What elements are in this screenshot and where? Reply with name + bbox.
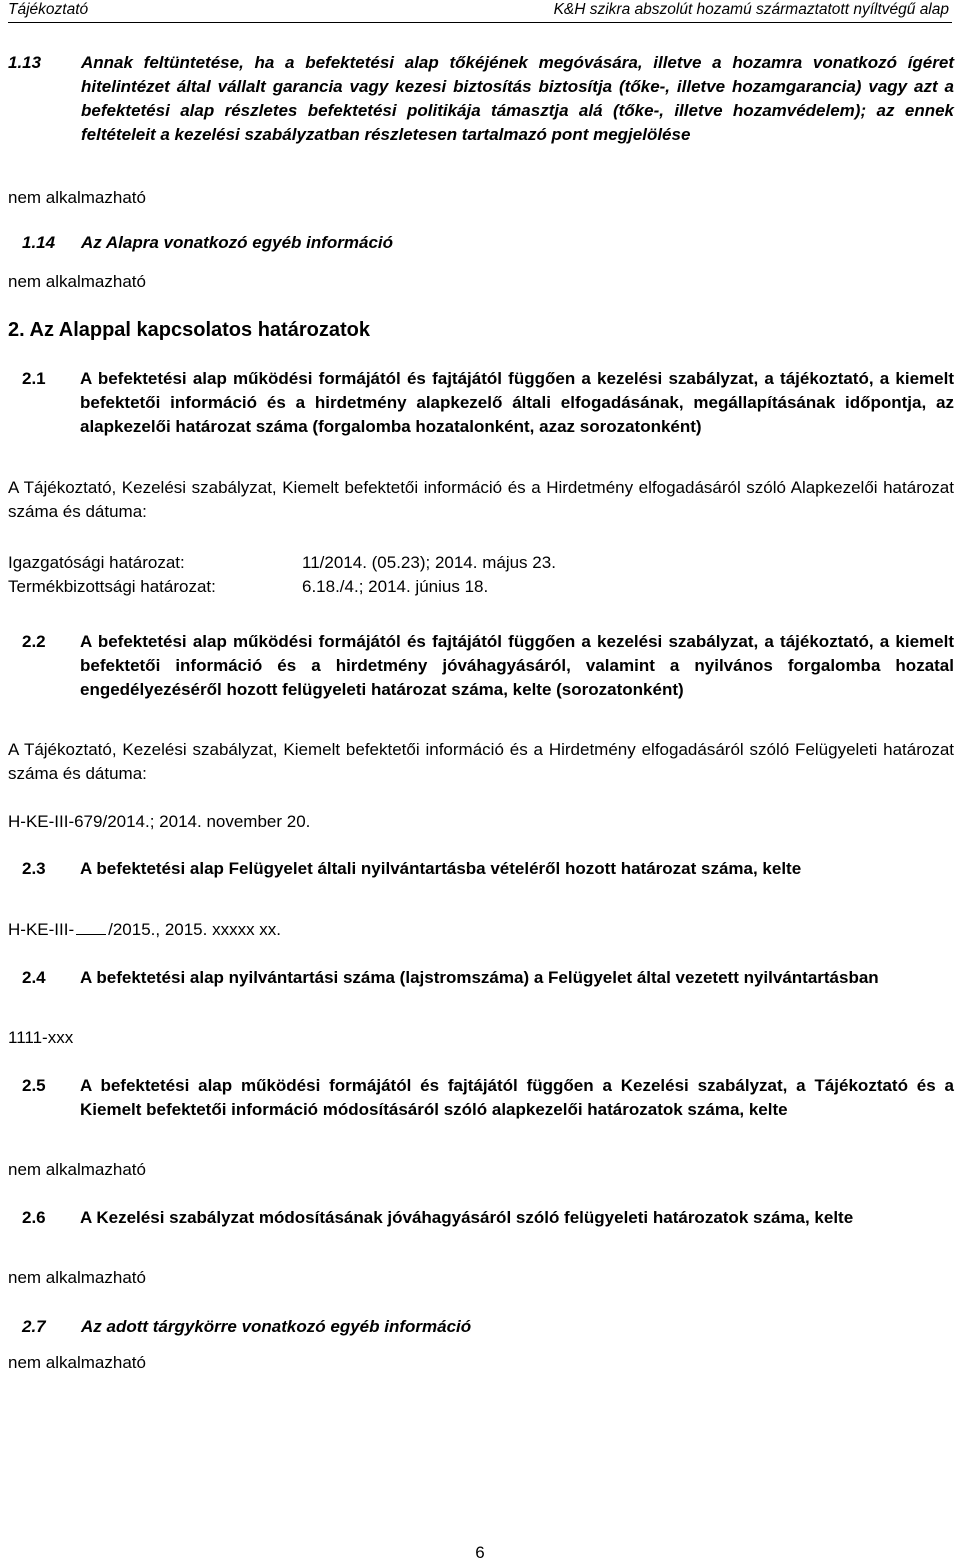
section-1-13 (8, 51, 954, 147)
section-2-1-heading (8, 367, 954, 439)
section-2-7-heading (8, 1315, 954, 1339)
section-number: 2.3 (22, 859, 46, 878)
blank-field (76, 918, 106, 935)
section-2-2-heading (8, 630, 954, 702)
section-title: A befektetési alap működési formájától és fajtájától függően a Kezelési szabályzat, a Tájékoztató és a Kiemelt befektetői információ módosításáról szóló alapkezelői határozatok száma, kelte (80, 1076, 954, 1119)
section-title: A Kezelési szabályzat módosításának jóváhagyásáról szóló felügyeleti határozatok száma, kelte (80, 1208, 854, 1227)
section-2-2-value: H-KE-III-679/2014.; 2014. november 20. (8, 812, 311, 831)
section-title: Az Alapra vonatkozó egyéb információ (81, 233, 394, 252)
section-2-7-value: nem alkalmazható (8, 1353, 146, 1372)
section-1-13-value: nem alkalmazható (8, 188, 146, 207)
section-title: A befektetési alap működési formájától és fajtájától függően a kezelési szabályzat, a tájékoztató, a kiemelt befektetői információ és a hirdetmény alapkezelő általi elfogadásának, megállapításának időpontja, az alapkezelői határozat száma (forgalomba hozatalonként, azaz sorozatonként) (80, 369, 954, 436)
section-2-2 (8, 630, 954, 702)
section-2-6-value: nem alkalmazható (8, 1268, 146, 1287)
section-number: 2.1 (22, 369, 46, 388)
section-2-6 (8, 1206, 954, 1230)
section-number: 2.6 (22, 1208, 46, 1227)
section-number: 2.4 (22, 968, 46, 987)
section-1-13-heading (8, 51, 954, 147)
decision-label: Termékbizottsági határozat: (8, 577, 216, 596)
section-1-14 (8, 231, 954, 255)
section-2-1-decisions (8, 551, 954, 599)
section-2-1-text: A Tájékoztató, Kezelési szabályzat, Kiemelt befektetői információ és a Hirdetmény elfogadásáról szóló Alapkezelői határozat száma és dátuma: (8, 478, 954, 521)
section-2-title: 2. Az Alappal kapcsolatos határozatok (8, 319, 370, 341)
section-2-4-heading (8, 966, 954, 990)
page-number: 6 (475, 1543, 485, 1562)
header-left-title: Tájékoztató (8, 1, 89, 18)
section-title: Annak feltüntetése, ha a befektetési alap tőkéjének megóvására, illetve a hozamra vonatkozó ígéret hitelintézet által vállalt garancia vagy kezesi biztosítás biztosítja (tőke-, illetve hozamgarancia) vagy azt a befektetési alap részletes befektetési politikája támasztja alá (tőke-, illetve hozamvédelem); az ennek feltételeit a kezelési szabályzatban részletesen tartalmazó pont megjelölése (81, 53, 954, 144)
section-number: 1.14 (22, 233, 56, 252)
section-1-14-value: nem alkalmazható (8, 272, 146, 291)
page-header (8, 0, 952, 23)
section-1-14-heading (8, 231, 954, 255)
section-2-3-value (8, 918, 954, 942)
registration-suffix: /2015., 2015. xxxxx xx. (108, 920, 282, 939)
section-title: Az adott tárgykörre vonatkozó egyéb információ (81, 1317, 472, 1336)
decision-label: Igazgatósági határozat: (8, 553, 185, 572)
header-right-title: K&H szikra abszolút hozamú származtatott nyíltvégű alap (553, 1, 949, 18)
section-2-3-heading (8, 857, 954, 881)
section-number: 2.2 (22, 632, 46, 651)
section-2-1 (8, 367, 954, 439)
section-2-4 (8, 966, 954, 990)
decision-value: 6.18./4.; 2014. június 18. (302, 577, 489, 596)
section-2-7 (8, 1315, 954, 1339)
section-2-5-value: nem alkalmazható (8, 1160, 146, 1179)
section-title: A befektetési alap működési formájától és fajtájától függően a kezelési szabályzat, a tájékoztató, a kiemelt befektetői információ és a hirdetmény jóváhagyásáról, valamint a nyilvános forgalomba hozatal engedélyezéséről hozott felügyeleti határozat száma, kelte (sorozatonként) (80, 632, 954, 699)
decision-row (8, 551, 954, 575)
registration-prefix: H-KE-III- (8, 920, 75, 939)
section-2-5-heading (8, 1074, 954, 1122)
section-2-5 (8, 1074, 954, 1122)
section-2-6-heading (8, 1206, 954, 1230)
section-number: 1.13 (8, 53, 42, 72)
section-title: A befektetési alap nyilvántartási száma (lajstromszáma) a Felügyelet által vezetett nyilvántartásban (80, 968, 879, 987)
section-2-3 (8, 857, 954, 881)
section-2-4-value: 1111-xxx (8, 1028, 74, 1047)
section-number: 2.5 (22, 1076, 46, 1095)
section-title: A befektetési alap Felügyelet általi nyilvántartásba vételéről hozott határozat száma, kelte (80, 859, 802, 878)
section-number: 2.7 (22, 1317, 46, 1336)
section-2-2-text: A Tájékoztató, Kezelési szabályzat, Kiemelt befektetői információ és a Hirdetmény elfogadásáról szóló Felügyeleti határozat száma és dátuma: (8, 740, 954, 783)
decision-row (8, 575, 954, 599)
decision-value: 11/2014. (05.23); 2014. május 23. (302, 553, 556, 572)
